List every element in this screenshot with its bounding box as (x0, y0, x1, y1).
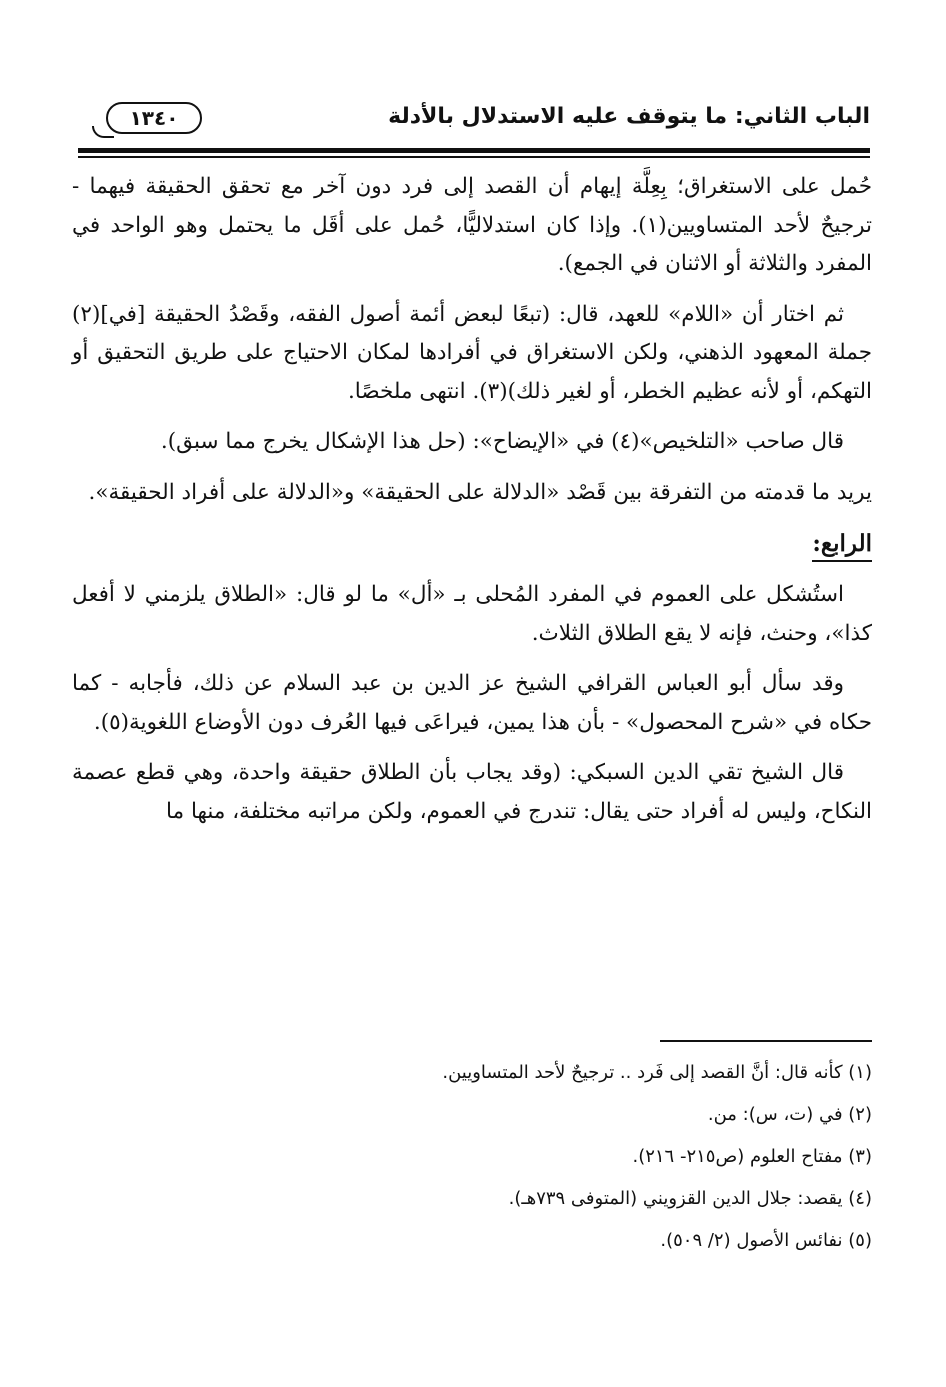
footnote-2: (٢) في (ت، س): من. (707, 1104, 872, 1125)
footnotes (72, 1052, 872, 1262)
header-rule-thick (78, 148, 870, 153)
running-header (78, 100, 870, 140)
page-number-badge: ١٣٤٠ (106, 102, 202, 134)
footnote-separator (660, 1040, 872, 1042)
paragraph-2: ثم اختار أن «اللام» للعهد، قال: (تبعًا لبعض أئمة أصول الفقه، وقَصْدُ الحقيقة [في](٢) جملة المعهود الذهني، ولكن الاستغراق في أفرادها لمكان الاحتياج على طريق التحقيق أو التهكم، أو لأنه عظيم الخطر، أو لغير ذلك)(٣). انتهى ملخصًا. (72, 301, 872, 404)
footnote-3: (٣) مفتاح العلوم (ص٢١٥- ٢١٦). (632, 1146, 872, 1167)
chapter-title: الباب الثاني: ما يتوقف عليه الاستدلال بالأدلة (388, 104, 870, 129)
paragraph-6: وقد سأل أبو العباس القرافي الشيخ عز الدين بن عبد السلام عن ذلك، فأجابه - كما حكاه في «شرح المحصول» - بأن هذا يمين، فيراعَى فيها العُرف دون الأوضاع اللغوية(٥). (72, 671, 872, 735)
main-text (72, 168, 872, 843)
footnote-4: (٤) يقصد: جلال الدين القزويني (المتوفى ٧٣٩هـ). (508, 1188, 872, 1209)
paragraph-7: قال الشيخ تقي الدين السبكي: (وقد يجاب بأن الطلاق حقيقة واحدة، وهي قطع عصمة النكاح، وليس له أفراد حتى يقال: تندرج في العموم، ولكن مراتبه مختلفة، منها ما (72, 760, 872, 824)
paragraph-5: استُشكل على العموم في المفرد المُحلى بـ «أل» ما لو قال: «الطلاق يلزمني لا أفعل كذا»، وحنث، فإنه لا يقع الطلاق الثلاث. (72, 582, 872, 646)
paragraph-1: حُمل على الاستغراق؛ بِعِلَّة إيهام أن القصد إلى فرد دون آخر مع تحقق الحقيقة فيهما - ترجيحٌ لأحد المتساويين(١). وإذا كان استدلاليًّا، حُمل على أقَل ما يحتمل وهو الواحد في المفرد والثلاثة أو الاثنان في الجمع). (72, 174, 872, 276)
footnote-5: (٥) نفائس الأصول (٢/ ٥٠٩). (660, 1230, 872, 1251)
badge-ornament (92, 126, 114, 138)
header-rule-thin (78, 156, 870, 158)
paragraph-4: يريد ما قدمته من التفرقة بين قَصْد «الدلالة على الحقيقة» و«الدلالة على أفراد الحقيقة». (88, 479, 872, 505)
footnote-1: (١) كأنه قال: أنَّ القصد إلى فَرد .. ترجيحٌ لأحد المتساويين. (442, 1062, 872, 1083)
paragraph-3: قال صاحب «التلخيص»(٤) في «الإيضاح»: (حل هذا الإشكال يخرج مما سبق). (160, 429, 844, 454)
section-heading: الرابع: (812, 528, 872, 562)
